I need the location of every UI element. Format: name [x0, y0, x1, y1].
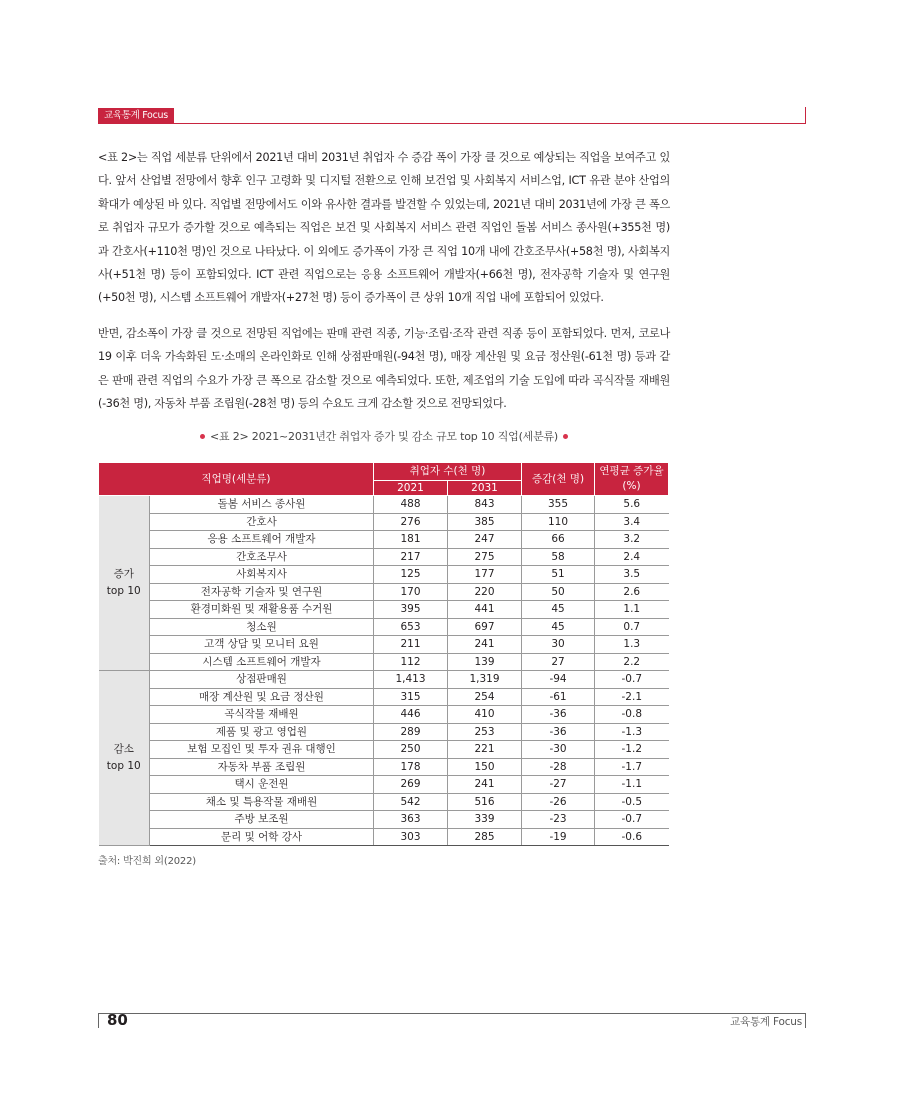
cell-change: 45 — [522, 601, 595, 619]
cell-job: 채소 및 특용작물 재배원 — [150, 793, 374, 811]
data-table — [98, 462, 669, 846]
cell-2021: 446 — [374, 706, 448, 724]
cell-job: 자동차 부품 조립원 — [150, 758, 374, 776]
cell-2031: 385 — [448, 513, 522, 531]
cell-2021: 1,413 — [374, 671, 448, 689]
cell-change: -94 — [522, 671, 595, 689]
cell-change: -36 — [522, 723, 595, 741]
cell-change: 355 — [522, 496, 595, 514]
cell-2021: 488 — [374, 496, 448, 514]
cell-change: -28 — [522, 758, 595, 776]
header-2021: 2021 — [374, 481, 448, 496]
cell-cagr: 1.3 — [595, 636, 669, 654]
cell-job: 택시 운전원 — [150, 776, 374, 794]
cell-2031: 241 — [448, 776, 522, 794]
table-row — [99, 758, 669, 776]
cell-cagr: 3.4 — [595, 513, 669, 531]
table-row — [99, 671, 669, 689]
footer-rule — [98, 1013, 806, 1014]
cell-2031: 220 — [448, 583, 522, 601]
cell-cagr: -1.3 — [595, 723, 669, 741]
cell-change: 30 — [522, 636, 595, 654]
page-number: 80 — [107, 1011, 128, 1029]
cell-cagr: -0.7 — [595, 671, 669, 689]
header-cagr: 연평균 증가율(%) — [595, 463, 669, 496]
group-label-line: 감소 top 10 — [106, 743, 141, 772]
cell-2031: 843 — [448, 496, 522, 514]
cell-cagr: -0.8 — [595, 706, 669, 724]
table-row — [99, 566, 669, 584]
cell-2021: 269 — [374, 776, 448, 794]
cell-change: 66 — [522, 531, 595, 549]
table-row — [99, 741, 669, 759]
table-row — [99, 618, 669, 636]
cell-2021: 315 — [374, 688, 448, 706]
cell-cagr: 2.2 — [595, 653, 669, 671]
cell-job: 고객 상담 및 모니터 요원 — [150, 636, 374, 654]
header-rule-end — [805, 107, 806, 124]
cell-2021: 289 — [374, 723, 448, 741]
group-label — [99, 671, 150, 846]
cell-job: 매장 계산원 및 요금 정산원 — [150, 688, 374, 706]
cell-cagr: 2.6 — [595, 583, 669, 601]
cell-change: 58 — [522, 548, 595, 566]
footer-rule-end — [805, 1013, 806, 1028]
cell-2031: 177 — [448, 566, 522, 584]
cell-cagr: -2.1 — [595, 688, 669, 706]
cell-2031: 139 — [448, 653, 522, 671]
cell-2031: 221 — [448, 741, 522, 759]
cell-cagr: -1.2 — [595, 741, 669, 759]
cell-2021: 178 — [374, 758, 448, 776]
cell-2031: 253 — [448, 723, 522, 741]
cell-job: 제품 및 광고 영업원 — [150, 723, 374, 741]
cell-change: -61 — [522, 688, 595, 706]
cell-change: -26 — [522, 793, 595, 811]
cell-2021: 112 — [374, 653, 448, 671]
cell-2031: 516 — [448, 793, 522, 811]
cell-job: 문리 및 어학 강사 — [150, 828, 374, 846]
table-row — [99, 793, 669, 811]
table-row — [99, 811, 669, 829]
cell-change: 51 — [522, 566, 595, 584]
cell-job: 돌봄 서비스 종사원 — [150, 496, 374, 514]
section-tag: 교육통계 Focus — [98, 108, 174, 123]
cell-change: -36 — [522, 706, 595, 724]
table-row — [99, 601, 669, 619]
cell-cagr: -0.7 — [595, 811, 669, 829]
cell-2031: 1,319 — [448, 671, 522, 689]
cell-cagr: -1.1 — [595, 776, 669, 794]
group-label — [99, 496, 150, 671]
cell-2021: 125 — [374, 566, 448, 584]
cell-2021: 181 — [374, 531, 448, 549]
table-row — [99, 706, 669, 724]
cell-job: 상점판매원 — [150, 671, 374, 689]
cell-job: 응용 소프트웨어 개발자 — [150, 531, 374, 549]
header-job: 직업명(세분류) — [99, 463, 374, 496]
bullet-dot-icon — [563, 434, 568, 439]
cell-cagr: 2.4 — [595, 548, 669, 566]
cell-cagr: -0.6 — [595, 828, 669, 846]
cell-cagr: -0.5 — [595, 793, 669, 811]
footer-title: 교육통계 Focus — [730, 1016, 802, 1028]
table-row — [99, 496, 669, 514]
group-increase — [99, 496, 669, 671]
table-row — [99, 513, 669, 531]
cell-2031: 410 — [448, 706, 522, 724]
cell-job: 청소원 — [150, 618, 374, 636]
cell-2031: 254 — [448, 688, 522, 706]
cell-2021: 395 — [374, 601, 448, 619]
cell-2031: 275 — [448, 548, 522, 566]
table-row — [99, 776, 669, 794]
cell-cagr: -1.7 — [595, 758, 669, 776]
header-rule — [98, 123, 806, 124]
cell-2031: 441 — [448, 601, 522, 619]
cell-2031: 285 — [448, 828, 522, 846]
table-caption-text: <표 2> 2021~2031년간 취업자 증가 및 감소 규모 top 10 직업(세분류) — [209, 430, 559, 443]
cell-2021: 170 — [374, 583, 448, 601]
table-row — [99, 653, 669, 671]
cell-job: 간호조무사 — [150, 548, 374, 566]
cell-2031: 247 — [448, 531, 522, 549]
cell-2021: 303 — [374, 828, 448, 846]
cell-job: 주방 보조원 — [150, 811, 374, 829]
cell-2031: 241 — [448, 636, 522, 654]
table-row — [99, 636, 669, 654]
cell-job: 사회복지사 — [150, 566, 374, 584]
header-employed: 취업자 수(천 명) — [374, 463, 522, 481]
cell-cagr: 3.2 — [595, 531, 669, 549]
cell-2031: 339 — [448, 811, 522, 829]
cell-change: 110 — [522, 513, 595, 531]
cell-job: 환경미화원 및 재활용품 수거원 — [150, 601, 374, 619]
cell-job: 간호사 — [150, 513, 374, 531]
footer-rule-start — [98, 1013, 99, 1028]
cell-change: 45 — [522, 618, 595, 636]
body-paragraph-2: 반면, 감소폭이 가장 클 것으로 전망된 직업에는 판매 관련 직종, 기능·조립·조작 관련 직종 등이 포함되었다. 먼저, 코로나19 이후 더욱 가속화된 도·소매의 온라인화로 인해 상점판매원(-94천 명), 매장 계산원 및 요금 정산원(-61천 명) 등과 같은 판매 관련 직업의 수요가 가장 큰 폭으로 감소할 것으로 예측되었다. 또한, 제조업의 기술 도입에 따라 곡식작물 재배원(-36천 명), 자동차 부품 조립원(-28천 명) 등의 수요도 크게 감소할 것으로 전망되었다. — [98, 327, 670, 411]
cell-change: 50 — [522, 583, 595, 601]
cell-cagr: 1.1 — [595, 601, 669, 619]
table-row — [99, 583, 669, 601]
cell-change: -30 — [522, 741, 595, 759]
cell-2021: 250 — [374, 741, 448, 759]
cell-2031: 697 — [448, 618, 522, 636]
cell-2021: 211 — [374, 636, 448, 654]
header-2031: 2031 — [448, 481, 522, 496]
cell-change: -19 — [522, 828, 595, 846]
cell-2021: 217 — [374, 548, 448, 566]
cell-job: 곡식작물 재배원 — [150, 706, 374, 724]
cell-2021: 363 — [374, 811, 448, 829]
cell-2021: 542 — [374, 793, 448, 811]
cell-2031: 150 — [448, 758, 522, 776]
cell-cagr: 3.5 — [595, 566, 669, 584]
cell-change: -23 — [522, 811, 595, 829]
table-caption — [98, 428, 670, 444]
cell-cagr: 0.7 — [595, 618, 669, 636]
table-row — [99, 548, 669, 566]
header-change: 증감(천 명) — [522, 463, 595, 496]
cell-job: 보험 모집인 및 투자 권유 대행인 — [150, 741, 374, 759]
table-row — [99, 723, 669, 741]
bullet-dot-icon — [200, 434, 205, 439]
table-row — [99, 828, 669, 846]
table-row — [99, 688, 669, 706]
cell-2021: 276 — [374, 513, 448, 531]
cell-job: 시스템 소프트웨어 개발자 — [150, 653, 374, 671]
cell-cagr: 5.6 — [595, 496, 669, 514]
cell-2021: 653 — [374, 618, 448, 636]
table-row — [99, 531, 669, 549]
cell-change: 27 — [522, 653, 595, 671]
cell-job: 전자공학 기술자 및 연구원 — [150, 583, 374, 601]
group-label-line: 증가 top 10 — [106, 568, 141, 597]
cell-change: -27 — [522, 776, 595, 794]
group-decrease — [99, 671, 669, 846]
body-paragraph-1: <표 2>는 직업 세분류 단위에서 2021년 대비 2031년 취업자 수 증감 폭이 가장 클 것으로 예상되는 직업을 보여주고 있다. 앞서 산업별 전망에서 향후 인구 고령화 및 디지털 전환으로 인해 보건업 및 사회복지 서비스업, ICT 유관 분야 산업의 확대가 예상된 바 있다. 직업별 전망에서도 이와 유사한 결과를 발견할 수 있었는데, 2021년 대비 2031년에 가장 큰 폭으로 취업자 규모가 증가할 것으로 예측되는 직업은 보건 및 사회복지 서비스 관련 직업인 돌봄 서비스 종사원(+355천 명)과 간호사(+110천 명)인 것으로 나타났다. 이 외에도 증가폭이 가장 큰 직업 10개 내에 간호조무사(+58천 명), 사회복지사(+51천 명) 등이 포함되었다. ICT 관련 직업으로는 응용 소프트웨어 개발자(+66천 명), 전자공학 기술자 및 연구원(+50천 명), 시스템 소프트웨어 개발자(+27천 명) 등이 증가폭이 큰 상위 10개 직업 내에 포함되어 있었다. — [98, 151, 670, 305]
table-source: 출처: 박진희 외(2022) — [98, 856, 196, 867]
